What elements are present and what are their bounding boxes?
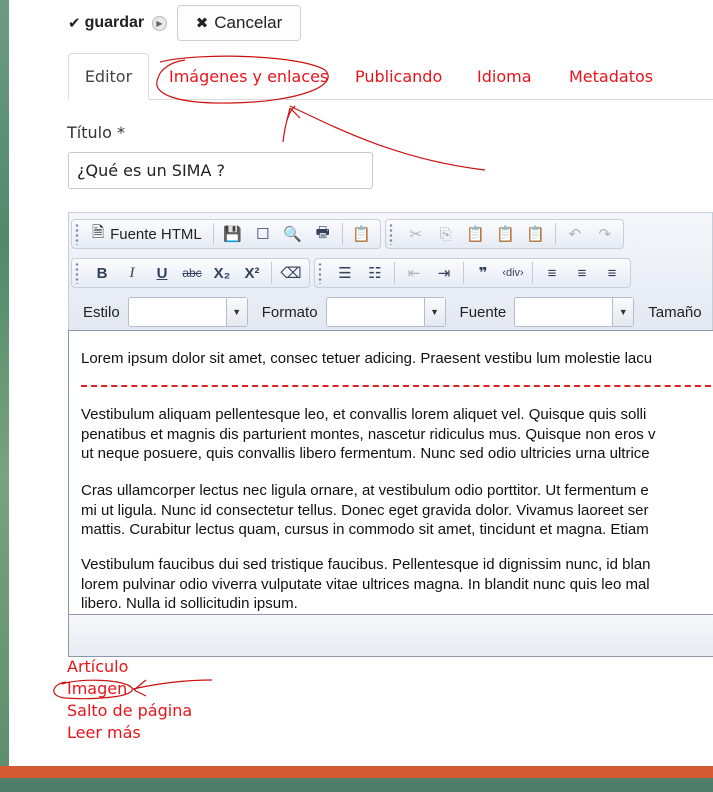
text-line: Lorem ipsum dolor sit amet, consec tetuer adicing. Praesent vestibu lum molestie lacu — [81, 350, 653, 367]
separator — [271, 262, 272, 284]
text-line: lorem pulvinar odio viverra vulputate vitae ultrices magna. In blandit nunc quis leo mal — [81, 575, 650, 593]
save-label: guardar — [84, 14, 145, 31]
text-line: mi ut ligula. Nunc id consectetur tellus. Donec eget gravida dolor. Vivamus laoreet ser — [81, 501, 649, 519]
format-label: Formato — [261, 303, 318, 321]
format-select[interactable] — [326, 297, 446, 327]
left-decorative-strip — [0, 0, 9, 792]
chevron-down-icon: ▼ — [226, 298, 247, 326]
blockquote-icon[interactable]: ❞ — [478, 265, 488, 282]
outdent-icon[interactable]: ⇤ — [407, 265, 421, 282]
paste-text-icon[interactable]: 📋 — [496, 226, 516, 243]
redo-icon[interactable]: ↷ — [598, 226, 612, 243]
indent-icon[interactable]: ⇥ — [437, 265, 451, 282]
text-line: ut neque posuere, quis convallis libero fermentum. Nunc sed odio ultricies urna ultrice — [81, 445, 650, 462]
save-options-arrow-icon[interactable]: ▶ — [152, 16, 167, 31]
text-line: Vestibulum faucibus dui sed tristique faucibus. Pellentesque id dignissim nunc, id blan — [81, 556, 651, 573]
copy-icon[interactable]: ⎘ — [439, 225, 452, 243]
separator — [555, 223, 556, 245]
tab-metadata[interactable]: Metadatos — [569, 67, 654, 86]
align-left-icon[interactable]: ≡ — [547, 264, 557, 282]
paragraph — [69, 481, 649, 540]
text-line: mattis. Curabitur lectus quam, cursus in commodo sit amet, tincidunt et magna. Etiam — [81, 521, 649, 538]
footer-green-strip — [0, 778, 713, 792]
align-right-icon[interactable]: ≡ — [607, 264, 617, 282]
text-line: penatibus et magnis dis parturient montes, nascetur ridiculus mus. Quisque non eros v — [81, 425, 656, 443]
image-button[interactable]: Imagen — [67, 679, 128, 698]
title-input[interactable] — [68, 152, 373, 189]
save-icon[interactable]: 💾 — [223, 226, 243, 243]
close-icon: ✖ — [195, 15, 209, 32]
separator — [463, 262, 464, 284]
editor-content-area[interactable] — [68, 330, 713, 615]
font-select[interactable] — [514, 297, 634, 327]
separator — [213, 223, 214, 245]
bulleted-list-icon[interactable]: ☷ — [368, 265, 382, 282]
strikethrough-icon[interactable]: abc — [182, 266, 202, 280]
title-label: Título * — [67, 123, 125, 142]
templates-icon[interactable]: 📋 — [352, 226, 372, 243]
separator — [342, 223, 343, 245]
toolbar-grip[interactable] — [318, 262, 326, 284]
check-icon: ✔ — [68, 15, 81, 32]
toolbar-grip[interactable] — [75, 223, 83, 245]
align-center-icon[interactable]: ≡ — [577, 264, 587, 282]
editor-toolbar — [68, 212, 713, 330]
paste-word-icon[interactable]: 📋 — [526, 226, 546, 243]
tab-images-links[interactable]: Imágenes y enlaces — [169, 67, 329, 86]
paragraph — [69, 349, 652, 369]
italic-icon[interactable]: I — [129, 264, 135, 281]
print-icon[interactable]: 🖶 — [315, 223, 330, 241]
text-line: libero. Nulla id sollicitudin ipsum. — [81, 595, 298, 612]
cut-icon[interactable]: ✂ — [409, 226, 423, 243]
source-html-label: Fuente HTML — [110, 225, 202, 243]
separator — [394, 262, 395, 284]
read-more-button[interactable]: Leer más — [67, 723, 141, 742]
source-html-button[interactable] — [88, 221, 208, 247]
numbered-list-icon[interactable]: ☰ — [338, 265, 352, 282]
tab-publishing[interactable]: Publicando — [355, 67, 443, 86]
toolbar-grip[interactable] — [75, 262, 83, 284]
tab-editor[interactable]: Editor — [68, 53, 149, 100]
text-line: Vestibulum aliquam pellentesque leo, et convallis lorem aliquet vel. Quisque quis solli — [81, 406, 647, 423]
eraser-icon[interactable]: ⌫ — [280, 265, 302, 282]
preview-icon[interactable]: 🔍 — [283, 226, 303, 243]
arrowhead-annotation — [287, 108, 300, 120]
new-page-icon[interactable]: ☐ — [256, 226, 270, 243]
superscript-icon[interactable]: X² — [244, 264, 260, 282]
page-break-button[interactable]: Salto de página — [67, 701, 193, 720]
arrow-annotation — [133, 680, 212, 696]
text-line: Cras ullamcorper lectus nec ligula ornare, at vestibulum odio porttitor. Ut fermentum e — [81, 482, 649, 499]
undo-icon[interactable]: ↶ — [568, 226, 582, 243]
footer-orange-strip — [0, 766, 713, 778]
toolbar-grip[interactable] — [389, 223, 397, 245]
bold-icon[interactable]: B — [96, 264, 108, 282]
separator — [532, 262, 533, 284]
tab-language[interactable]: Idioma — [477, 67, 532, 86]
paragraph — [69, 405, 655, 464]
paragraph — [69, 555, 651, 614]
cancel-button[interactable] — [177, 5, 301, 41]
read-more-separator — [81, 385, 713, 387]
chevron-down-icon: ▼ — [424, 298, 445, 326]
editor-status-bar — [68, 615, 713, 657]
chevron-down-icon: ▼ — [612, 298, 633, 326]
save-button[interactable] — [68, 12, 144, 34]
article-button[interactable]: Artículo — [67, 657, 129, 676]
style-select[interactable] — [128, 297, 248, 327]
document-icon: 🗎 — [92, 223, 105, 241]
font-label: Fuente — [459, 303, 507, 321]
underline-icon[interactable]: U — [156, 264, 168, 282]
size-label: Tamaño — [648, 303, 702, 321]
style-label: Estilo — [83, 303, 120, 321]
div-container-icon[interactable]: ‹div› — [502, 267, 524, 279]
subscript-icon[interactable]: X₂ — [213, 264, 231, 282]
paste-icon[interactable]: 📋 — [466, 226, 486, 243]
cancel-label: Cancelar — [214, 13, 283, 32]
